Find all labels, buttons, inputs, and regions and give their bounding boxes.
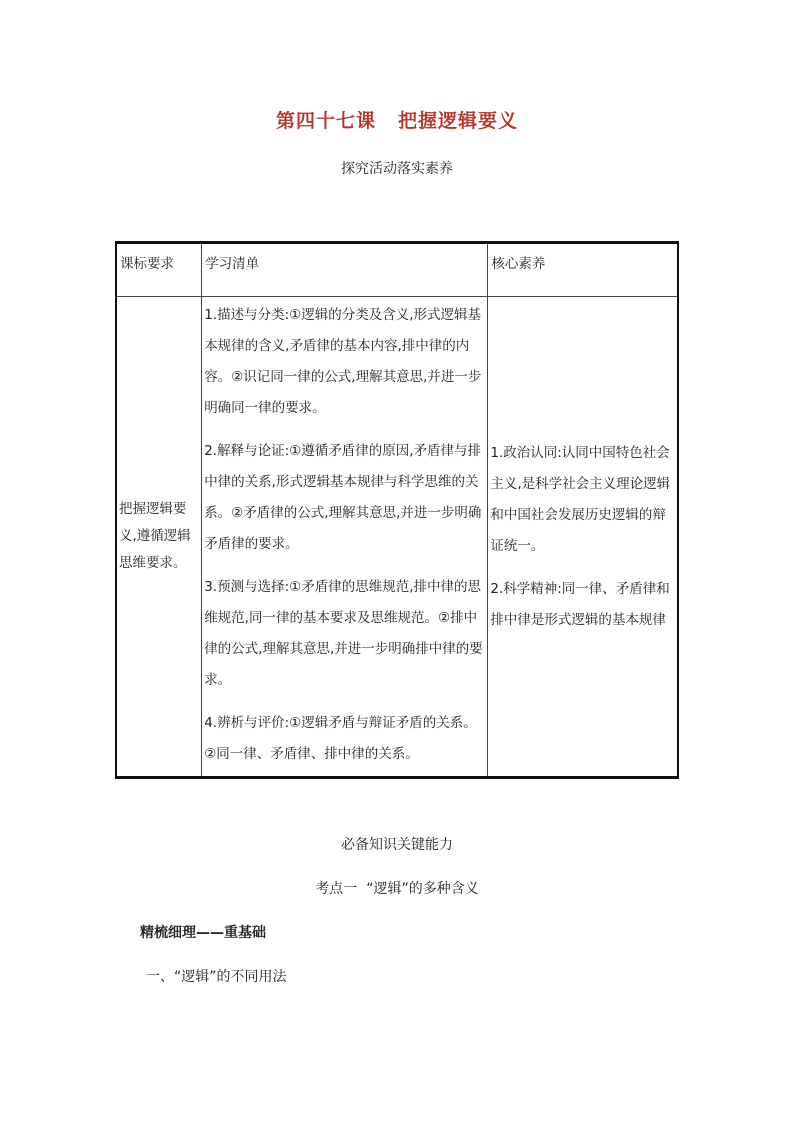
study-item: 4.辨析与评价:①逻辑矛盾与辩证矛盾的关系。②同一律、矛盾律、排中律的关系。 [204,715,477,762]
section-subtitle: 探究活动落实素养 [341,161,453,177]
section-title: 必备知识关键能力 [341,837,453,853]
literacy-item: 2.科学精神:同一律、矛盾律和排中律是形式逻辑的基本规律 [490,580,670,628]
lesson-name: 把握逻辑要义 [398,110,519,132]
study-list-cell [202,297,488,778]
table-header-cell: 核心素养 [488,243,678,297]
lesson-number: 第四十七课 [275,110,376,132]
study-item: 2.解释与论证:①遵循矛盾律的原因,矛盾律与排中律的关系,形式逻辑基本规律与科学思维的关系。②矛盾律的公式,理解其意思,并进一步明确矛盾律的要求。 [204,443,482,552]
lesson-title [0,106,794,133]
table-header-row [116,243,678,297]
literacy-item: 1.政治认同:认同中国特色社会主义,是科学社会主义理论逻辑和中国社会发展历史逻辑的辩证统一。 [490,444,671,554]
core-literacy-cell [488,297,678,778]
exam-point-title: 考点一 “逻辑”的多种含义 [315,881,479,897]
table-header-cell: 学习清单 [202,243,488,297]
table-header-cell: 课标要求 [116,243,202,297]
study-item: 3.预测与选择:①矛盾律的思维规范,排中律的思维规范,同一律的基本要求及思维规范。②排中律的公式,理解其意思,并进一步明确排中律的要求。 [204,579,483,688]
requirement-text: 把握逻辑要义,遵循逻辑思维要求。 [119,501,191,571]
requirement-cell [116,297,202,778]
curriculum-table [115,241,679,779]
bold-subheading: 精梳细理——重基础 [140,925,266,941]
table-row [116,297,678,778]
usage-heading: 一、“逻辑”的不同用法 [146,969,287,985]
study-item: 1.描述与分类:①逻辑的分类及含义,形式逻辑基本规律的含义,矛盾律的基本内容,排中律的内容。②识记同一律的公式,理解其意思,并进一步明确同一律的要求。 [204,307,482,416]
